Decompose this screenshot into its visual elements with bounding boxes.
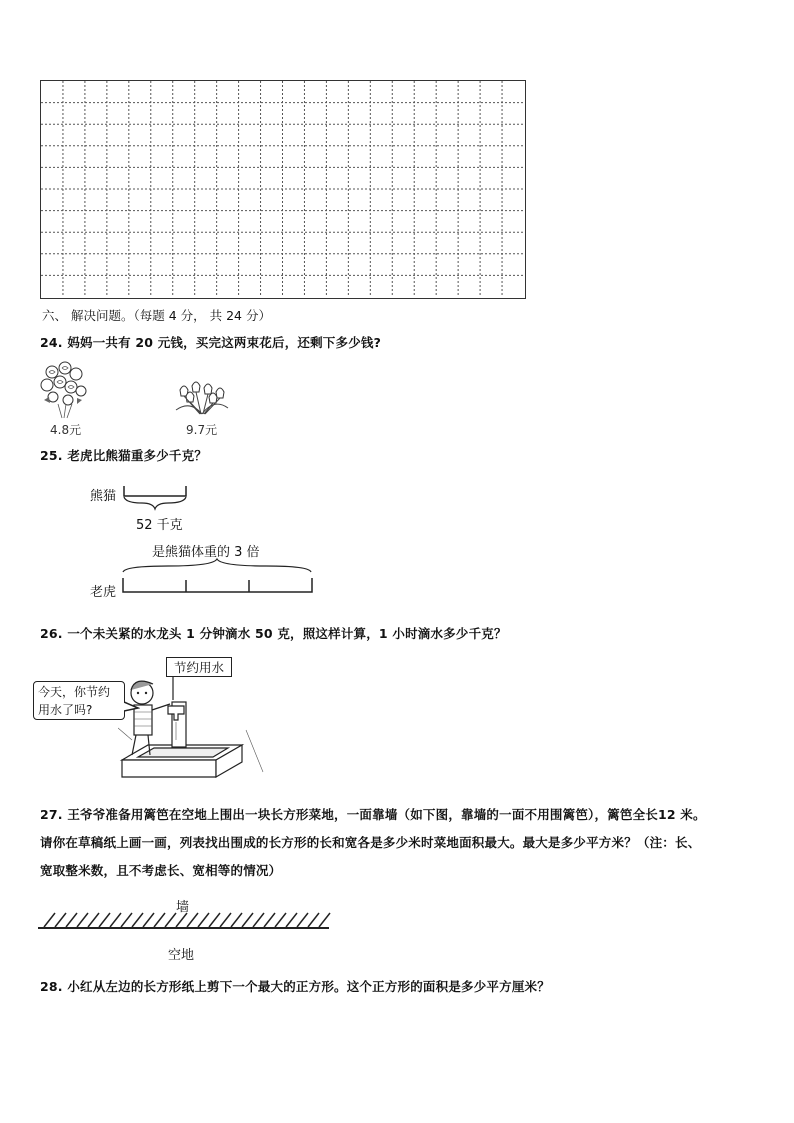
question-text: 一个未关紧的水龙头 1 分钟滴水 50 克，照这样计算，1 小时滴水多少千克？ xyxy=(67,626,507,641)
question-text: 老虎比熊猫重多少千克？ xyxy=(67,448,208,463)
speech-line-2: 用水了吗? xyxy=(38,703,93,717)
rose-price: 4.8元 xyxy=(50,423,82,437)
question-number: 27. xyxy=(40,807,63,822)
question-text: 妈妈一共有 20 元钱，买完这两束花后，还剩下多少钱? xyxy=(67,335,382,350)
section-title: 六、 解决问题。（每题 4 分， 共 24 分） xyxy=(42,308,271,323)
grid-lines xyxy=(41,81,524,297)
tiger-note: 是熊猫体重的 3 倍 xyxy=(152,545,260,560)
rose-bouquet-icon xyxy=(38,360,92,420)
speech-line-1: 今天，你节约 xyxy=(38,685,111,699)
question-text: 王爷爷准备用篱笆在空地上围出一块长方形菜地，一面靠墙（如下图，靠墙的一面不用围篱笆），篱笆全长12 米。 xyxy=(67,807,706,822)
question-27-line-1 xyxy=(40,801,706,829)
wall-diagram xyxy=(36,910,332,932)
panda-bar xyxy=(122,484,192,514)
question-24 xyxy=(40,333,381,351)
question-26 xyxy=(40,624,507,642)
speech-bubble-tail xyxy=(124,700,140,714)
question-28 xyxy=(40,977,550,995)
question-number: 24. xyxy=(40,335,63,350)
tulip-bouquet-icon xyxy=(172,380,232,420)
save-water-sign: 节约用水 xyxy=(166,657,232,677)
question-27-line-3: 宽取整米数，且不考虑长、宽相等的情况） xyxy=(40,863,282,878)
tulip-price: 9.7元 xyxy=(186,423,218,437)
ground-label: 空地 xyxy=(168,948,195,963)
question-27-line-2: 请你在草稿纸上画一画，列表找出围成的长方形的长和宽各是多少米时菜地面积最大。最大是多少平方米？（注：长、 xyxy=(40,835,701,850)
question-number: 26. xyxy=(40,626,63,641)
tiger-bar xyxy=(118,556,318,598)
question-text: 小红从左边的长方形纸上剪下一个最大的正方形。这个正方形的面积是多少平方厘米？ xyxy=(67,979,550,994)
question-number: 28. xyxy=(40,979,63,994)
panda-label: 熊猫 xyxy=(90,489,117,504)
question-27 xyxy=(40,801,706,885)
question-25 xyxy=(40,446,207,464)
speech-bubble xyxy=(33,681,125,720)
panda-weight: 52 千克 xyxy=(136,518,183,533)
wall-label: 墙 xyxy=(176,900,190,915)
writing-grid xyxy=(40,80,526,299)
tiger-label: 老虎 xyxy=(90,585,117,600)
boy-at-faucet-illustration xyxy=(118,660,268,785)
question-number: 25. xyxy=(40,448,63,463)
